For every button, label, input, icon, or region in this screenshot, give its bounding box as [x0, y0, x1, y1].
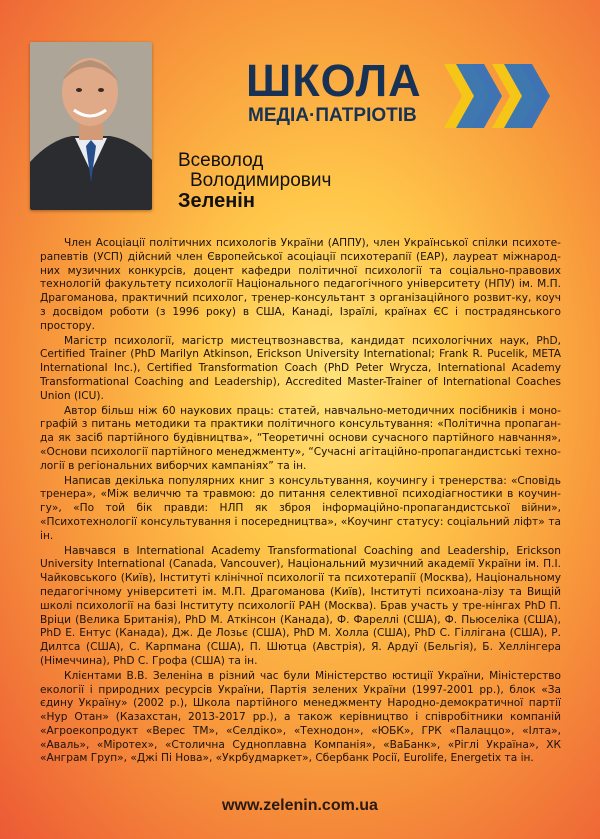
- bio-paragraph: Член Асоціації політичних психологів України (АППУ), член Української спілки психоте-рапевтів (УСП) дійсний член Європейської асоціації психотерапії (ЕАР), лауреат міжнарод-них музичних конкурсів, доцент кафедри політичної психології та соціально-правових технологій факультету психології Національного педагогічного університету (НПУ) ім. М.П. Драгоманова, практичний психолог, тренер-консультант з організаційного розвит-ку, коуч з досвідом роботи (з 1996 року) в США, Канаді, Ізраїлі, країнах ЄС і пострадянського простору.: [40, 237, 561, 332]
- website-link[interactable]: www.zelenin.com.ua: [222, 797, 378, 814]
- author-biography: [40, 237, 561, 767]
- logo-subtitle: МЕДІА·ПАТРІОТІВ: [248, 105, 417, 126]
- bio-paragraph: Навчався в International Academy Transformational Coaching and Leadership, Erickson University International (Canada, Vancouver), Національний музичний академії України ім. П.І. Чайковського (Київ), Інституті клінічної психології та психотерапії (Москва), Національному педагогічному університеті ім. М.П. Драгоманова (Київ), Інституті психоана-лізу та Вищій школі психології на базі Інституту психології РАН (Москва). Брав участь у тре-нінгах PhD П. Вріци (Велика Британія), PhD M. Аткінсон (Канада), Ф. Фареллі (США), Ф. Пьюселіка (США), PhD Е. Ентус (Канада), Дж. Де Лозьє (США), PhD М. Холла (США), PhD С. Гіллігана (США), Р. Дилтса (США), С. Карпмана (США), П. Шютца (Австрія), Я. Ардуї (Бельгія), Б. Хеллінгера (Німеччина), PhD С. Грофа (США) та ін.: [40, 544, 561, 667]
- author-patronymic: Володимирович: [190, 170, 332, 191]
- author-last-name: Зеленін: [178, 190, 255, 212]
- bio-paragraph: Автор більш ніж 60 наукових праць: статей, навчально-методичних посібників і моно-графій з питань методики та практики політичного консультування: «Політична пропаган-да як засіб партійного будівництва», “Теоретичні основи сучасного партійного навчання», «Основи психології партійного менеджменту», “Сучасні агітаційно-пропагандистські техно-логії в регіональних виборчих кампаніях” та ін.: [40, 404, 561, 472]
- bio-paragraph: Написав декілька популярних книг з консультування, коучингу і тренерства: «Сповідь тренера», «Між величчю та травмою: до питання селективної психодіагностики в коучин-гу», «По той бік правди: НЛП як зброя інформаційно-пропагандистської війни», «Психотехнології консультування і посередництва», «Коучинг статусу: соціальний ліфт» та ін.: [40, 474, 561, 542]
- author-photo: [30, 42, 152, 210]
- bio-paragraph: Магістр психології, магістр мистецтвознавства, кандидат психологічних наук, PhD, Certified Trainer (PhD Marilyn Atkinson, Erickson University International; Frank R. Pucelik, META International Inc.), Certified Transformation Coach (PhD Peter Wrycza, International Academy Transformational Coaching and Leadership), Accredited Master-Trainer of International Coaches Union (ICU).: [40, 334, 561, 402]
- bio-paragraph: Клієнтами В.В. Зеленіна в різний час були Міністерство юстиції України, Міністерство екології і природних ресурсів України, Партія зелених України (1997-2001 рр.), блок «За єдину Україну» (2002 р.), Школа партійного менеджменту Народно-демократичної партії «Нур Отан» (Казахстан, 2013-2017 рр.), а також керівництво і співробітники компаній «Агроекопродукт «Верес ТМ», «Селдіко», «Технодон», «ЮБК», ГРК «Палаццо», «Ілта», «Аваль», «Міротех», «Столична Судноплавна Компанія», «ВаБанк», «Ріглі Україна», ХК «Анграм Груп», «Джі Пі Нова», «Укрбудмаркет», Сбербанк Росії, Eurolife, Energetix та ін.: [40, 669, 561, 765]
- logo-chevron-icon: [444, 60, 556, 132]
- author-first-name: Всеволод: [178, 150, 264, 171]
- author-portrait-illustration: [30, 42, 152, 210]
- logo-title: ШКОЛА: [246, 55, 422, 106]
